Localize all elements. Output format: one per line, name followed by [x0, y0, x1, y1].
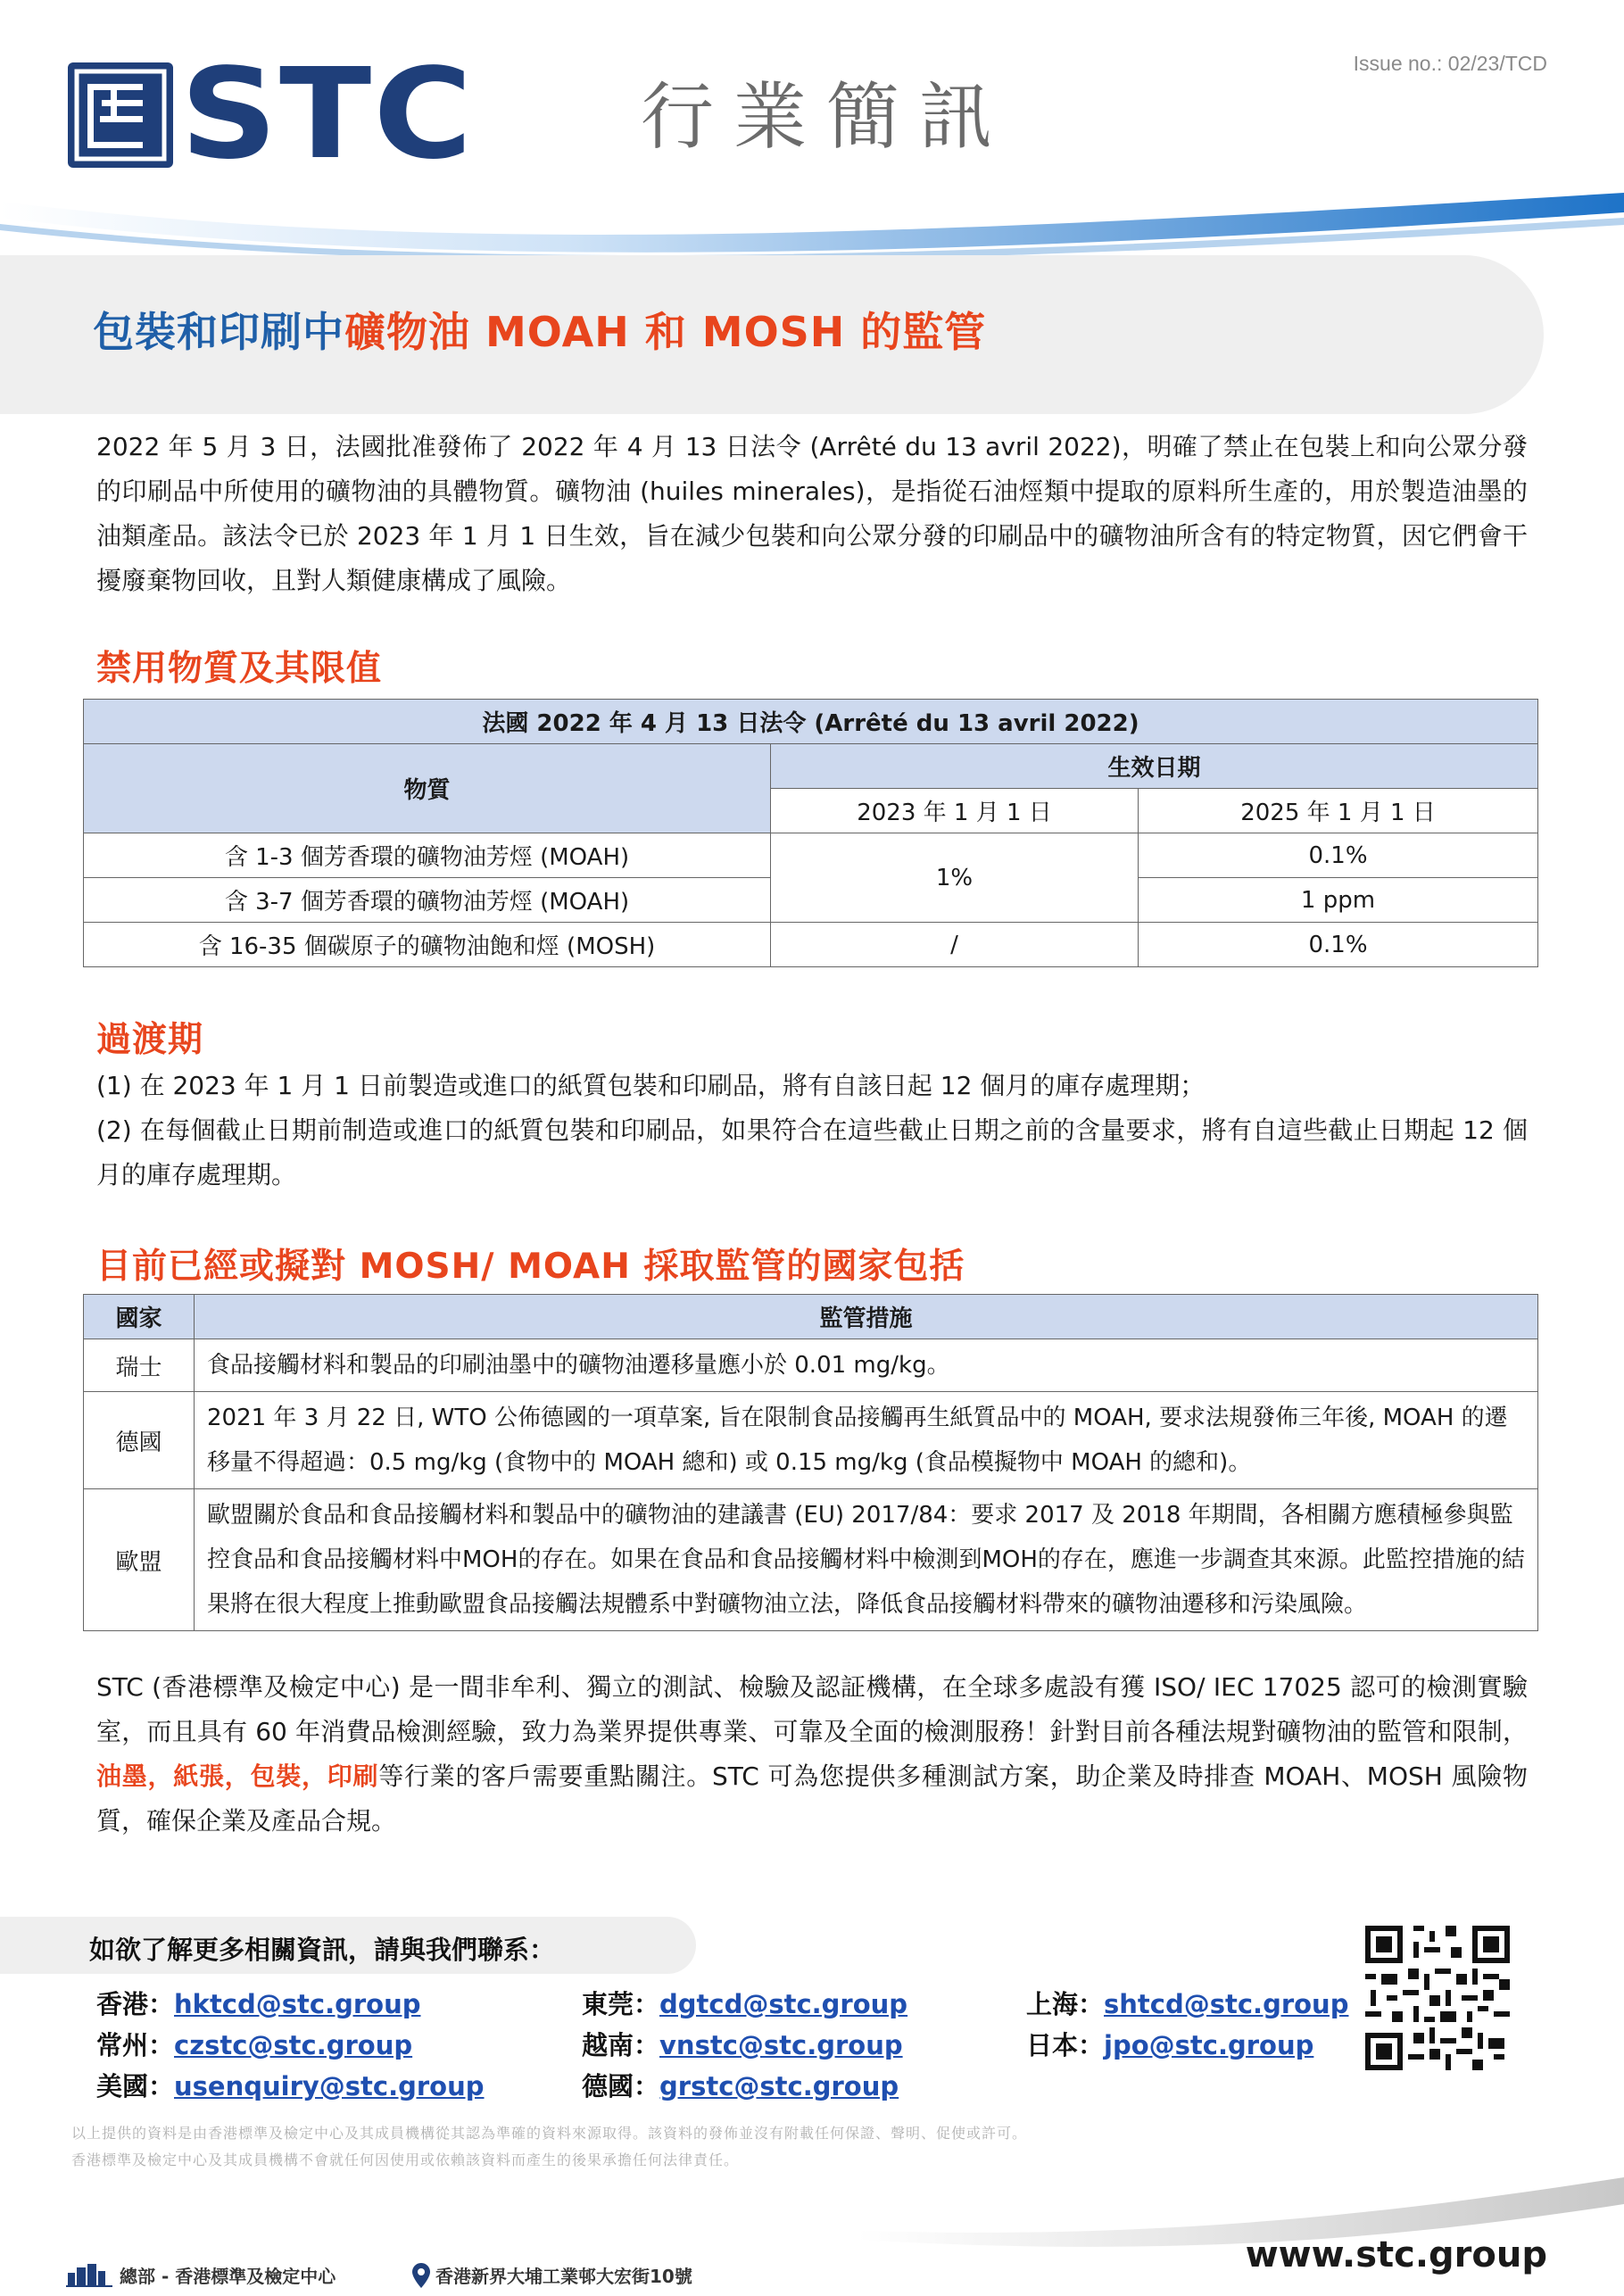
issue-number: Issue no.: 02/23/TCD: [1353, 52, 1547, 75]
email-link[interactable]: dgtcd@stc.group: [659, 1989, 908, 2019]
limit-2023-cell: 1%: [771, 833, 1139, 923]
page-title: [93, 300, 986, 359]
limit-2025-cell: 0.1%: [1139, 923, 1538, 967]
col-substance: 物質: [84, 744, 771, 833]
measure-cell: 食品接觸材料和製品的印刷油墨中的礦物油遷移量應小於 0.01 mg/kg。: [195, 1339, 1538, 1392]
contact-label: 香港：: [96, 1989, 175, 2019]
email-link[interactable]: usenquiry@stc.group: [174, 2071, 485, 2101]
email-link[interactable]: vnstc@stc.group: [659, 2030, 903, 2060]
section-title-countries: 目前已經或擬對 MOSH/ MOAH 採取監管的國家包括: [96, 1247, 965, 1287]
location-pin-icon: [412, 2263, 430, 2288]
contact-title: 如欲了解更多相關資訊，請與我們聯系：: [89, 1935, 556, 1965]
limit-2025-cell: 0.1%: [1139, 833, 1538, 878]
closing-text-1: STC (香港標準及檢定中心) 是一間非牟利、獨立的測試、檢驗及認証機構，在全球多處設有獲 ISO/ IEC 17025 認可的檢測實驗室，而且具有 60 年消費品檢測經驗，致力為業界提供專業、可靠及全面的檢測服務！針對目前各種法規對礦物油的監管和限制，: [96, 1672, 1528, 1746]
col-effective-date: 生效日期: [771, 744, 1538, 789]
stc-emblem-icon: [68, 62, 173, 168]
email-link[interactable]: czstc@stc.group: [174, 2030, 413, 2060]
disclaimer-line-2: 香港標準及檢定中心及其成員機構不會就任何因使用或依賴該資料而產生的後果承擔任何法律責任。: [71, 2151, 740, 2168]
table-row: [84, 1392, 1538, 1489]
contact-japan: [1026, 2026, 1313, 2062]
email-link[interactable]: grstc@stc.group: [659, 2071, 899, 2101]
newsletter-title: 行業簡訊: [641, 75, 1013, 160]
table-row: [84, 923, 1538, 967]
limits-table-title: 法國 2022 年 4 月 13 日法令 (Arrêté du 13 avril 2022): [84, 700, 1538, 744]
limit-2023-cell: /: [771, 923, 1139, 967]
closing-paragraph: [96, 1665, 1528, 1844]
table-row: [84, 833, 1538, 878]
title-part-red: 礦物油 MOAH 和 MOSH 的監管: [344, 308, 987, 356]
measure-cell: 2021 年 3 月 22 日, WTO 公佈德國的一項草案, 旨在限制食品接觸再生紙質品中的 MOAH, 要求法規發佈三年後, MOAH 的遷移量不得超過：0.5 mg/kg (食物中的 MOAH 總和) 或 0.15 mg/kg (食品模擬物中 MOAH 的總和)。: [195, 1392, 1538, 1489]
section-title-transition: 過渡期: [96, 1020, 204, 1060]
headquarters-label: [66, 2262, 336, 2288]
email-link[interactable]: shtcd@stc.group: [1104, 1989, 1349, 2019]
contact-label: 美國：: [96, 2071, 175, 2101]
measure-cell: 歐盟關於食品和食品接觸材料和製品中的礦物油的建議書 (EU) 2017/84：要求 2017 及 2018 年期間，各相關方應積極參與監控食品和食品接觸材料中MOH的存在。如果在食品和食品接觸材料中檢測到MOH的存在，應進一步調查其來源。此監控措施的結果將在很大程度上推動歐盟食品接觸法規體系中對礦物油立法，降低食品接觸材料帶來的礦物油遷移和污染風險。: [195, 1489, 1538, 1631]
logo-text: STC: [180, 42, 475, 187]
section-title-limits: 禁用物質及其限值: [96, 649, 383, 689]
website-link[interactable]: www.stc.group: [1245, 2234, 1547, 2275]
disclaimer-line-1: 以上提供的資料是由香港標準及檢定中心及其成員機構從其認為準確的資料來源取得。該資料的發佈並沒有附載任何保證、聲明、促使或許可。: [71, 2125, 1028, 2142]
country-cell: 德國: [84, 1392, 195, 1489]
limit-2025-cell: 1 ppm: [1139, 878, 1538, 923]
title-part-blue: 包裝和印刷中: [93, 308, 344, 356]
closing-highlight: 油墨，紙張，包裝，印刷: [96, 1761, 379, 1791]
contact-label: 德國：: [582, 2071, 660, 2101]
substance-cell: 含 1-3 個芳香環的礦物油芳烴 (MOAH): [84, 833, 771, 878]
closing-text-2: 等行業的客戶需要重點關注。STC 可為您提供多種測試方案，助企業及時排查 MOAH、MOSH 風險物質，確保企業及產品合規。: [96, 1761, 1528, 1836]
email-link[interactable]: hktcd@stc.group: [174, 1989, 421, 2019]
intro-paragraph: 2022 年 5 月 3 日，法國批准發佈了 2022 年 4 月 13 日法令 (Arrêté du 13 avril 2022)，明確了禁止在包裝上和向公眾分發的印刷品中所使用的礦物油的具體物質。礦物油 (huiles minerales)，是指從石油烴類中提取的原料所生產的，用於製造油墨的油類產品。該法令已於 2023 年 1 月 1 日生效，旨在減少包裝和向公眾分發的印刷品中的礦物油所含有的特定物質，因它們會干擾廢棄物回收，且對人類健康構成了風險。: [96, 432, 1528, 595]
contact-shanghai: [1026, 1985, 1348, 2021]
contact-vietnam: [582, 2026, 903, 2062]
email-link[interactable]: jpo@stc.group: [1104, 2030, 1314, 2060]
country-cell: 瑞士: [84, 1339, 195, 1392]
contact-dongguan: [582, 1985, 907, 2021]
substance-cell: 含 16-35 個碳原子的礦物油飽和烴 (MOSH): [84, 923, 771, 967]
contact-germany: [582, 2067, 899, 2103]
address-text: 香港新界大埔工業邨大宏街10號: [435, 2266, 692, 2287]
contact-label: 東莞：: [582, 1989, 660, 2019]
col-date-2023: 2023 年 1 月 1 日: [771, 789, 1139, 833]
qr-code-icon[interactable]: [1365, 1926, 1510, 2070]
substance-cell: 含 3-7 個芳香環的礦物油芳烴 (MOAH): [84, 878, 771, 923]
table-row: [84, 1489, 1538, 1631]
col-country: 國家: [84, 1295, 195, 1339]
contact-label: 越南：: [582, 2030, 660, 2060]
contact-hongkong: [96, 1985, 420, 2021]
transition-item-1: (1) 在 2023 年 1 月 1 日前製造或進口的紙質包裝和印刷品，將有自該日起 12 個月的庫存處理期；: [96, 1071, 1206, 1100]
country-cell: 歐盟: [84, 1489, 195, 1631]
contact-label: 常州：: [96, 2030, 175, 2060]
transition-item-2: (2) 在每個截止日期前制造或進口的紙質包裝和印刷品，如果符合在這些截止日期之前的含量要求，將有自這些截止日期起 12 個月的庫存處理期。: [96, 1115, 1528, 1189]
countries-table: [83, 1294, 1538, 1631]
contact-changzhou: [96, 2026, 412, 2062]
building-icon: [66, 2264, 112, 2287]
contact-label: 上海：: [1026, 1989, 1105, 2019]
col-date-2025: 2025 年 1 月 1 日: [1139, 789, 1538, 833]
col-measure: 監管措施: [195, 1295, 1538, 1339]
contact-label: 日本：: [1026, 2030, 1105, 2060]
limits-table: [83, 699, 1538, 967]
contact-usa: [96, 2067, 485, 2103]
address-label: [412, 2262, 692, 2288]
headquarters-text: 總部 - 香港標準及檢定中心: [120, 2266, 336, 2287]
stc-logo: [68, 42, 475, 187]
table-row: [84, 1339, 1538, 1392]
